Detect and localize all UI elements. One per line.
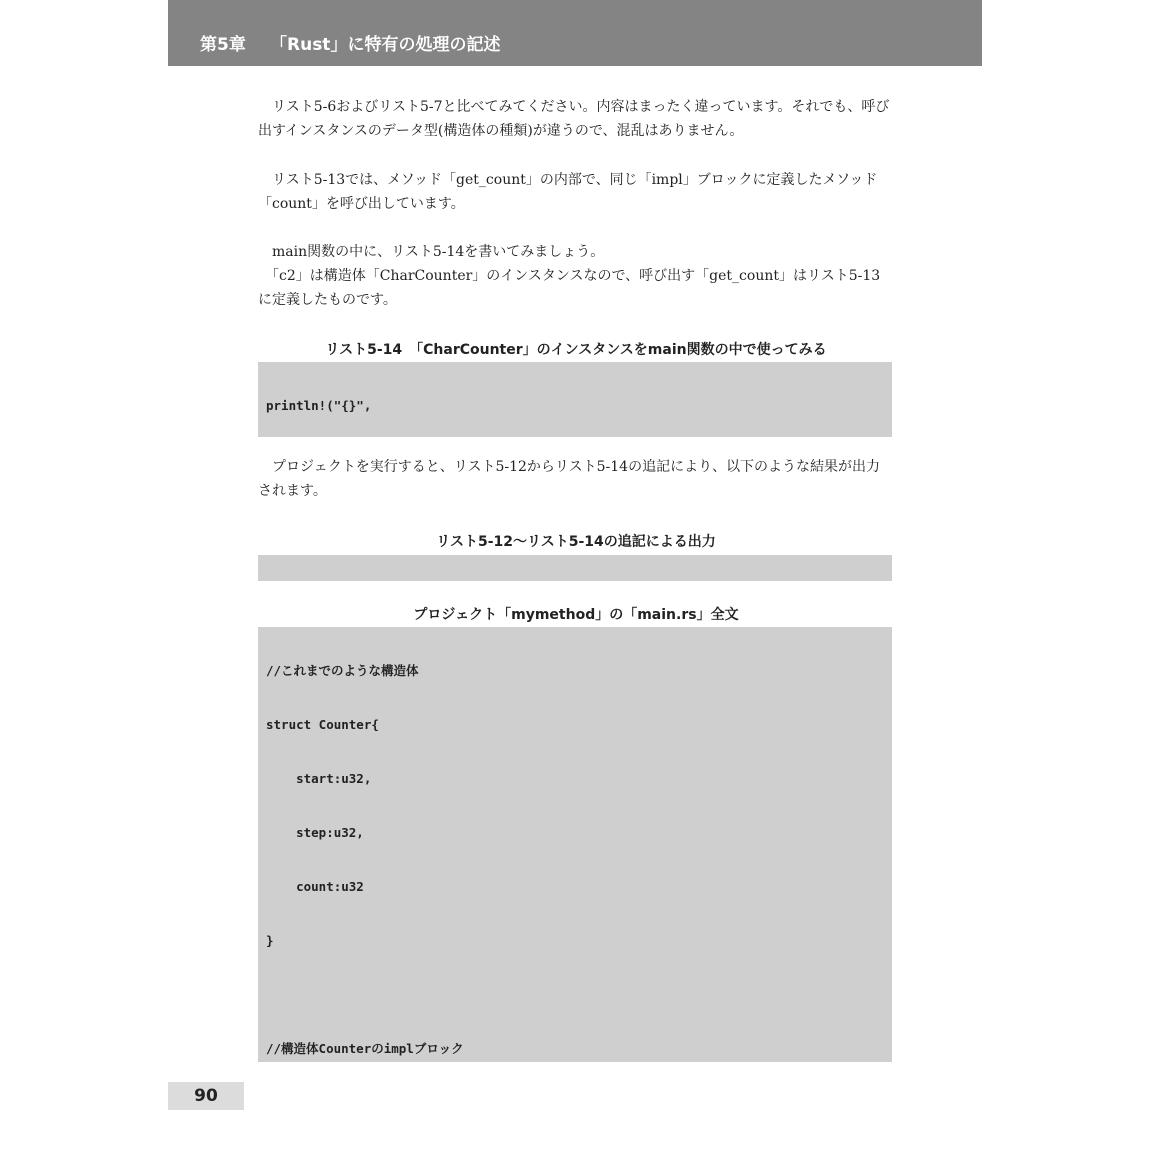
chapter-title: 「Rust」に特有の処理の記述 [270,35,501,55]
code-line: //構造体Counterのimplブロック [266,1041,464,1056]
code-line: step:u32, [266,825,364,840]
paragraph-c2: 「c2」は構造体「CharCounter」のインスタンスなので、呼び出す「get_count」はリスト5-13に定義したものです。 [258,268,881,308]
chapter-header [168,0,982,66]
caption-output: リスト5-12～リスト5-14の追記による出力 [436,534,716,550]
paragraph-run-result: プロジェクトを実行すると、リスト5-12からリスト5-14の追記により、以下のような結果が出力されます。 [258,459,881,499]
paragraph-main-intro: main関数の中に、リスト5-14を書いてみましょう。 [258,244,605,260]
code-line: println!("{}", [266,398,372,413]
code-line: struct Counter{ [266,717,379,732]
code-line [266,983,884,1007]
code-block-output [258,555,892,581]
caption-fulltext: プロジェクト「mymethod」の「main.rs」全文 [413,607,739,623]
code-line: start:u32, [266,771,372,786]
code-block-main-rs [258,627,892,1062]
code-line: } [266,933,274,948]
code-block-list-5-14 [258,362,892,437]
paragraph-get-count: リスト5-13では、メソッド「get_count」の内部で、同じ「impl」ブロックに定義したメソッド「count」を呼び出しています。 [258,172,878,212]
paragraph-compare: リスト5-6およびリスト5-7と比べてみてください。内容はまったく違っています。それでも、呼び出すインスタンスのデータ型(構造体の種類)が違うので、混乱はありません。 [258,99,890,139]
code-line: //これまでのような構造体 [266,663,419,678]
chapter-number: 第5章 [200,35,246,55]
page-number: 90 [168,1082,244,1110]
caption-list-5-14: リスト5-14 「CharCounter」のインスタンスをmain関数の中で使ってみる [325,342,827,358]
code-line: count:u32 [266,879,364,894]
